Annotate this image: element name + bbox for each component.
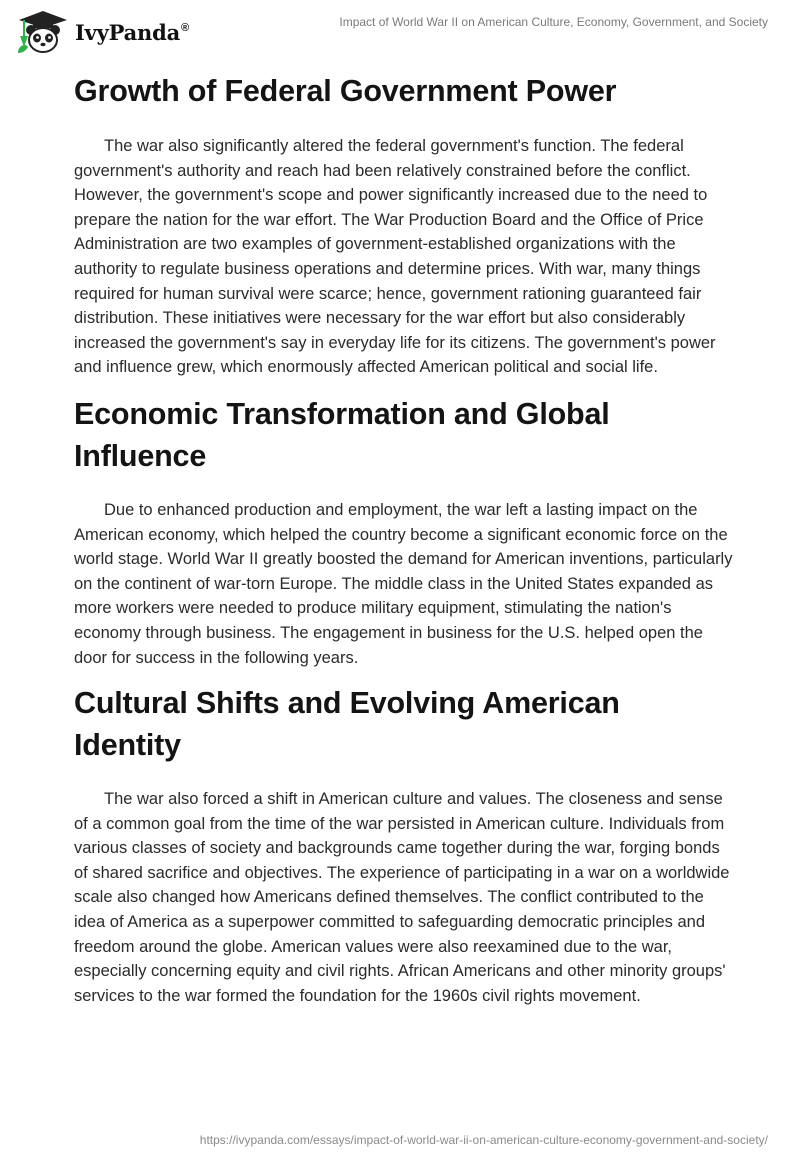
article-body [74,70,734,1008]
section-paragraph-economic-transformation: Due to enhanced production and employment, the war left a lasting impact on the American economy, which helped the country become a significant economic force on the world stage. World War II greatly boosted the demand for American inventions, particularly on the continent of war-torn Europe. The middle class in the United States expanded as more workers were needed to produce military equipment, stimulating the nation's economy through business. The engagement in business for the U.S. helped open the door for success in the following years. [74,500,733,667]
ivypanda-logo[interactable] [14,9,189,55]
panda-graduate-icon [14,9,72,55]
document-title: Impact of World War II on American Culture, Economy, Government, and Society [339,15,768,29]
section-heading-cultural-shifts: Cultural Shifts and Evolving American Identity [74,686,620,763]
section-paragraph-cultural-shifts: The war also forced a shift in American culture and values. The closeness and sense of a common goal from the time of the war persisted in American culture. Individuals from various classes of society and backgrounds came together during the war, forging bonds of shared sacrifice and objectives. The experience of participating in a war on a worldwide scale also changed how Americans defined themselves. The conflict contributed to the idea of America as a superpower committed to safeguarding democratic principles and freedom around the globe. American values were also reexamined due to the war, especially concerning equity and civil rights. African Americans and other minority groups' services to the war formed the foundation for the 1960s civil rights movement. [74,790,730,1005]
source-url-link[interactable]: https://ivypanda.com/essays/impact-of-world-war-ii-on-american-culture-economy-government-and-society/ [199,1133,768,1147]
brand-name: IvyPanda® [75,19,189,45]
page-header [0,0,800,64]
section-heading-economic-transformation: Economic Transformation and Global Influence [74,396,610,473]
section-paragraph-federal-power: The war also significantly altered the federal government's function. The federal government's authority and reach had been relatively constrained before the conflict. However, the government's scope and power significantly increased due to the need to prepare the nation for the war effort. The War Production Board and the Office of Price Administration are two examples of government-established organizations with the authority to regulate business operations and determine prices. With war, many things required for human survival were scarce; hence, government rationing guaranteed fair distribution. These initiatives were necessary for the war effort but also considerably increased the government's say in everyday life for its citizens. The government's power and influence grew, which enormously affected American political and social life. [74,137,716,377]
section-heading-federal-power: Growth of Federal Government Power [74,74,617,108]
